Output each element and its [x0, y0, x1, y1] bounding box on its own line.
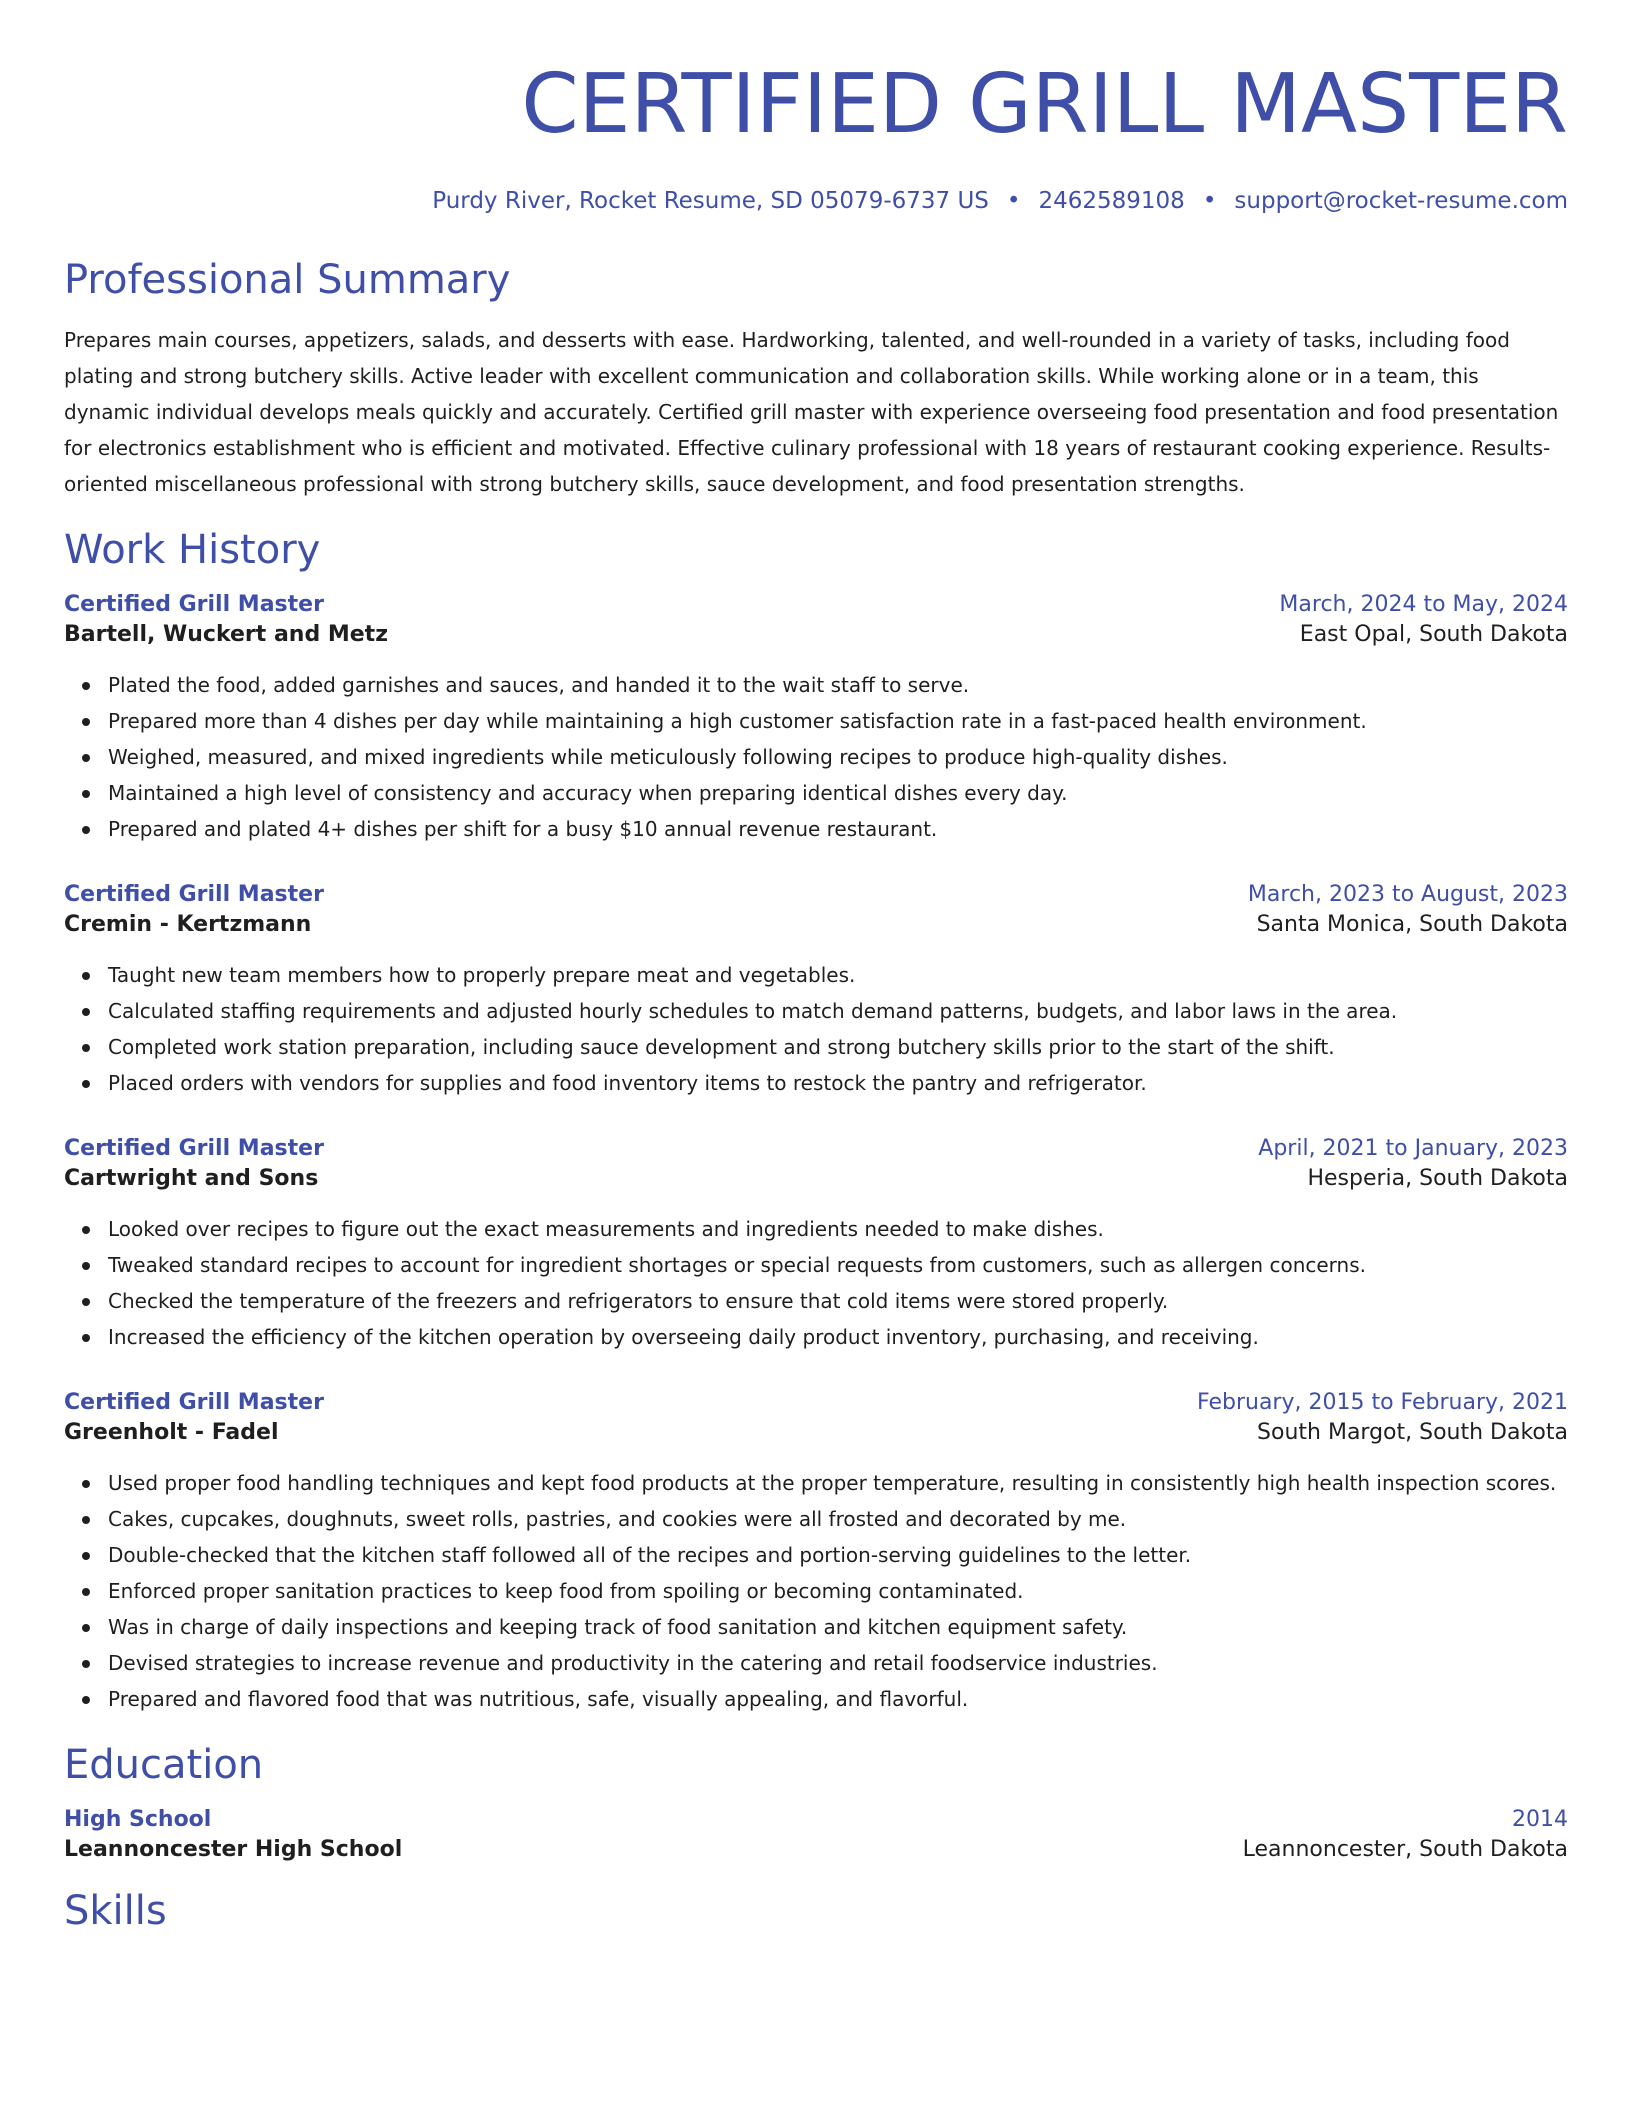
- job-bullet: Was in charge of daily inspections and keeping track of food sanitation and kitchen equipment safety.: [108, 1609, 1568, 1645]
- education-location: Leannoncester, South Dakota: [1242, 1837, 1568, 1862]
- job-header-row: [64, 880, 1568, 910]
- job-company: Bartell, Wuckert and Metz: [64, 622, 389, 647]
- education-entry: [64, 1805, 1568, 1865]
- job-location: Hesperia, South Dakota: [1307, 1166, 1568, 1191]
- job-bullet-list: [64, 667, 1568, 847]
- education-school-row: [64, 1835, 1568, 1865]
- job-role: Certified Grill Master: [64, 1390, 324, 1415]
- job-company-row: [64, 620, 1568, 650]
- job-bullet: Prepared and flavored food that was nutritious, safe, visually appealing, and flavorful.: [108, 1681, 1568, 1717]
- job-bullet-list: [64, 1465, 1568, 1717]
- job-role: Certified Grill Master: [64, 1136, 324, 1161]
- job-company-row: [64, 910, 1568, 940]
- education-year: 2014: [1512, 1807, 1568, 1832]
- job-bullet-list: [64, 957, 1568, 1101]
- education-school: Leannoncester High School: [64, 1837, 403, 1862]
- job-company-row: [64, 1418, 1568, 1448]
- job-role: Certified Grill Master: [64, 592, 324, 617]
- job-bullet: Tweaked standard recipes to account for ingredient shortages or special requests from customers, such as allergen concerns.: [108, 1247, 1568, 1283]
- job-bullet: Plated the food, added garnishes and sauces, and handed it to the wait staff to serve.: [108, 667, 1568, 703]
- job-bullet: Calculated staffing requirements and adjusted hourly schedules to match demand patterns, budgets, and labor laws in the area.: [108, 993, 1568, 1029]
- job-bullet-list: [64, 1211, 1568, 1355]
- job-location: Santa Monica, South Dakota: [1256, 912, 1568, 937]
- job-bullet: Used proper food handling techniques and kept food products at the proper temperature, resulting in consistently high health inspection scores.: [108, 1465, 1568, 1501]
- contact-line: [64, 186, 1568, 216]
- job-company: Cremin - Kertzmann: [64, 912, 312, 937]
- job-bullet: Increased the efficiency of the kitchen operation by overseeing daily product inventory, purchasing, and receiving.: [108, 1319, 1568, 1355]
- contact-address: Purdy River, Rocket Resume, SD 05079-6737 US: [432, 188, 989, 214]
- job-entry: [64, 590, 1568, 847]
- summary-text: Prepares main courses, appetizers, salads, and desserts with ease. Hardworking, talented, and well-rounded in a variety of tasks, including food plating and strong butchery skills. Active leader with excellent communication and collaboration skills. While working alone or in a team, this dynamic individual develops meals quickly and accurately. Certified grill master with experience overseeing food presentation and food presentation for electronics establishment who is efficient and motivated. Effective culinary professional with 18 years of restaurant cooking experience. Results-oriented miscellaneous professional with strong butchery skills, sauce development, and food presentation strengths.: [64, 328, 1559, 496]
- education-degree: High School: [64, 1807, 212, 1832]
- job-entry: [64, 1134, 1568, 1355]
- job-company-row: [64, 1164, 1568, 1194]
- job-bullet: Double-checked that the kitchen staff followed all of the recipes and portion-serving guidelines to the letter.: [108, 1537, 1568, 1573]
- job-bullet: Maintained a high level of consistency and accuracy when preparing identical dishes every day.: [108, 775, 1568, 811]
- job-dates: February, 2015 to February, 2021: [1197, 1390, 1568, 1415]
- job-dates: March, 2024 to May, 2024: [1279, 592, 1568, 617]
- job-dates: April, 2021 to January, 2023: [1258, 1136, 1568, 1161]
- job-entry: [64, 880, 1568, 1101]
- job-location: South Margot, South Dakota: [1257, 1420, 1568, 1445]
- job-company: Cartwright and Sons: [64, 1166, 319, 1191]
- contact-phone: 2462589108: [1038, 188, 1185, 214]
- job-header-row: [64, 1134, 1568, 1164]
- job-bullet: Checked the temperature of the freezers and refrigerators to ensure that cold items were stored properly.: [108, 1283, 1568, 1319]
- contact-separator: •: [1006, 188, 1021, 214]
- job-bullet: Prepared and plated 4+ dishes per shift for a busy $10 annual revenue restaurant.: [108, 811, 1568, 847]
- job-bullet: Looked over recipes to figure out the exact measurements and ingredients needed to make dishes.: [108, 1211, 1568, 1247]
- job-bullet: Cakes, cupcakes, doughnuts, sweet rolls, pastries, and cookies were all frosted and decorated by me.: [108, 1501, 1568, 1537]
- job-company: Greenholt - Fadel: [64, 1420, 279, 1445]
- education-header-row: [64, 1805, 1568, 1835]
- job-bullet: Devised strategies to increase revenue and productivity in the catering and retail foodservice industries.: [108, 1645, 1568, 1681]
- section-title-skills: Skills: [64, 1888, 167, 1934]
- contact-separator: •: [1202, 188, 1217, 214]
- resume-name: CERTIFIED GRILL MASTER: [521, 57, 1568, 152]
- contact-email: support@rocket-resume.com: [1234, 188, 1568, 214]
- job-bullet: Weighed, measured, and mixed ingredients while meticulously following recipes to produce high-quality dishes.: [108, 739, 1568, 775]
- job-bullet: Placed orders with vendors for supplies and food inventory items to restock the pantry and refrigerator.: [108, 1065, 1568, 1101]
- section-title-summary: Professional Summary: [64, 257, 511, 303]
- job-bullet: Enforced proper sanitation practices to keep food from spoiling or becoming contaminated.: [108, 1573, 1568, 1609]
- job-entry: [64, 1388, 1568, 1717]
- job-bullet: Prepared more than 4 dishes per day while maintaining a high customer satisfaction rate in a fast-paced health environment.: [108, 703, 1568, 739]
- job-location: East Opal, South Dakota: [1299, 622, 1568, 647]
- resume-page: [64, 0, 1568, 1936]
- section-title-education: Education: [64, 1742, 264, 1788]
- job-role: Certified Grill Master: [64, 882, 324, 907]
- job-bullet: Completed work station preparation, including sauce development and strong butchery skills prior to the start of the shift.: [108, 1029, 1568, 1065]
- section-title-work-history: Work History: [64, 527, 321, 573]
- job-header-row: [64, 590, 1568, 620]
- job-header-row: [64, 1388, 1568, 1418]
- job-bullet: Taught new team members how to properly prepare meat and vegetables.: [108, 957, 1568, 993]
- job-dates: March, 2023 to August, 2023: [1247, 882, 1568, 907]
